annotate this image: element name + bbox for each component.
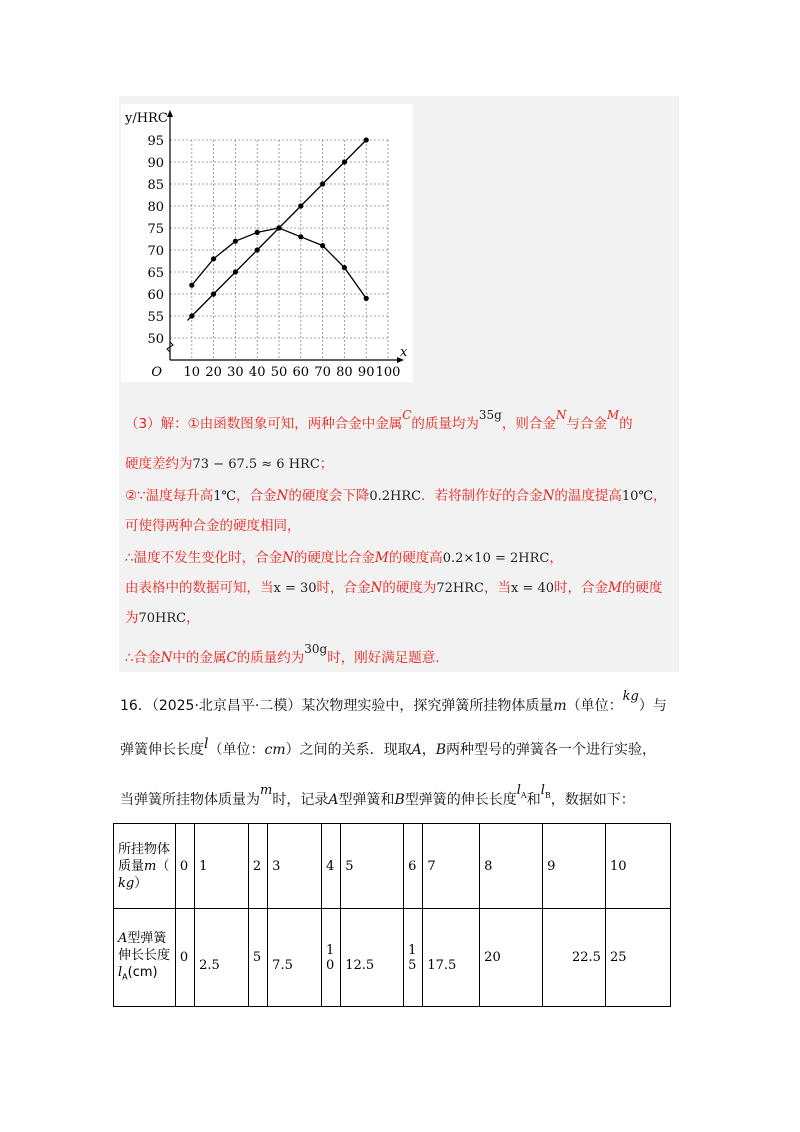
y-tick-label: 80 — [147, 200, 164, 215]
table-cell: 1 — [195, 824, 249, 909]
table-cell: 6 — [404, 824, 423, 909]
series-1-point — [233, 269, 238, 274]
y-axis-label: y/HRC — [125, 111, 168, 126]
series-2-point — [233, 239, 238, 244]
x-tick-label: 80 — [336, 365, 353, 380]
solution-line-4: 可使得两种合金的硬度相同， — [125, 518, 301, 534]
hardness-chart — [121, 104, 413, 382]
table-cell: 3 — [268, 824, 322, 909]
table-cell: 2.5 — [195, 909, 249, 1007]
solution-line-6: 由表格中的数据可知，当x = 30时，合金N的硬度为72HRC，当x = 40时，合金M的硬度 — [125, 580, 663, 596]
y-tick-label: 60 — [147, 288, 164, 303]
solution-line-2: 硬度差约为73 − 67.5 ≈ 6 HRC； — [125, 456, 334, 472]
solution-line-8: ∴合金N中的金属C的质量约为30g时，刚好满足题意. — [125, 642, 440, 666]
table-cell: 7.5 — [268, 909, 322, 1007]
table-cell: 25 — [605, 909, 670, 1007]
question-line-2: 弹簧伸长长度l（单位：cm）之间的关系．现取A，B两种型号的弹簧各一个进行实验， — [120, 736, 657, 758]
series-2-point — [298, 234, 303, 239]
series-line-2 — [192, 228, 366, 298]
table-cell: 1 5 — [404, 909, 423, 1007]
table-cell: 5 — [341, 824, 404, 909]
series-1-point — [298, 203, 303, 208]
table-cell: 1 0 — [321, 909, 340, 1007]
series-2-point — [255, 230, 260, 235]
solution-line-1: （3）解：①由函数图象可知，两种合金中金属C的质量均为35g，则合金N与合金M的 — [125, 408, 633, 432]
table-cell: 17.5 — [423, 909, 480, 1007]
series-2-point — [211, 256, 216, 261]
y-tick-label: 70 — [147, 244, 164, 259]
table-row-length-a — [114, 909, 671, 1007]
x-tick-label: 30 — [227, 365, 244, 380]
question-line-3: 当弹簧所挂物体质量为m时，记录A型弹簧和B型弹簧的伸长长度$l_A$和$l_B$，数据如下： — [120, 783, 635, 808]
data-table — [113, 823, 671, 1007]
table-cell: 9 — [543, 824, 606, 909]
series-2-point — [320, 243, 325, 248]
y-tick-label: 55 — [147, 310, 164, 325]
table-cell: 7 — [423, 824, 480, 909]
series-1-point — [320, 181, 325, 186]
table-cell: 0 — [175, 909, 194, 1007]
solution-panel — [119, 96, 679, 672]
y-tick-label: 65 — [147, 266, 164, 281]
series-2-point — [276, 225, 281, 230]
y-tick-label: 90 — [147, 156, 164, 171]
x-tick-label: 20 — [205, 365, 222, 380]
series-1-point — [342, 159, 347, 164]
y-tick-label: 50 — [147, 332, 164, 347]
table-cell: 20 — [480, 909, 543, 1007]
y-tick-label: 85 — [147, 178, 164, 193]
table-cell: 5 — [248, 909, 267, 1007]
table-cell: 8 — [480, 824, 543, 909]
table-cell: 2 — [248, 824, 267, 909]
table-cell: 12.5 — [341, 909, 404, 1007]
table-cell: 10 — [605, 824, 670, 909]
series-1-point — [189, 313, 194, 318]
x-tick-label: 70 — [314, 365, 331, 380]
table-cell: 22.5 — [543, 909, 606, 1007]
x-tick-label: 10 — [183, 365, 201, 380]
series-1-point — [211, 291, 216, 296]
y-axis-arrow — [167, 110, 173, 117]
question-line-1: 16．（2025·北京昌平·二模）某次物理实验中，探究弹簧所挂物体质量m（单位：kg）与 — [120, 689, 667, 714]
table-row-mass — [114, 824, 671, 909]
table-header-mass: 所挂物体质量m（ kg） — [114, 824, 176, 909]
table-header-length-a: A型弹簧伸长长度 $l_A(cm)$ — [114, 909, 176, 1007]
table-cell: 4 — [321, 824, 340, 909]
x-tick-label: 60 — [292, 365, 310, 380]
x-tick-label: 40 — [248, 365, 266, 380]
x-axis-label: x — [400, 345, 408, 360]
chart — [121, 104, 413, 382]
origin-label: O — [151, 365, 162, 380]
x-tick-label: 90 — [357, 365, 375, 380]
series-1-point — [255, 247, 260, 252]
series-2-point — [342, 265, 347, 270]
table-cell: 0 — [175, 824, 194, 909]
x-tick-label: 50 — [270, 365, 288, 380]
solution-line-7: 为70HRC， — [125, 610, 200, 626]
series-2-point — [189, 283, 194, 288]
series-2-point — [364, 296, 369, 301]
solution-line-3: ②∵温度每升高1℃，合金N的硬度会下降0.2HRC．若将制作好的合金N的温度提高10℃， — [125, 488, 667, 504]
y-tick-label: 75 — [147, 222, 164, 237]
series-1-point — [364, 137, 369, 142]
solution-line-5: ∴温度不发生变化时，合金N的硬度比合金M的硬度高0.2×10 = 2HRC， — [125, 550, 563, 566]
x-tick-label: 100 — [375, 365, 401, 380]
y-tick-label: 95 — [147, 134, 164, 149]
